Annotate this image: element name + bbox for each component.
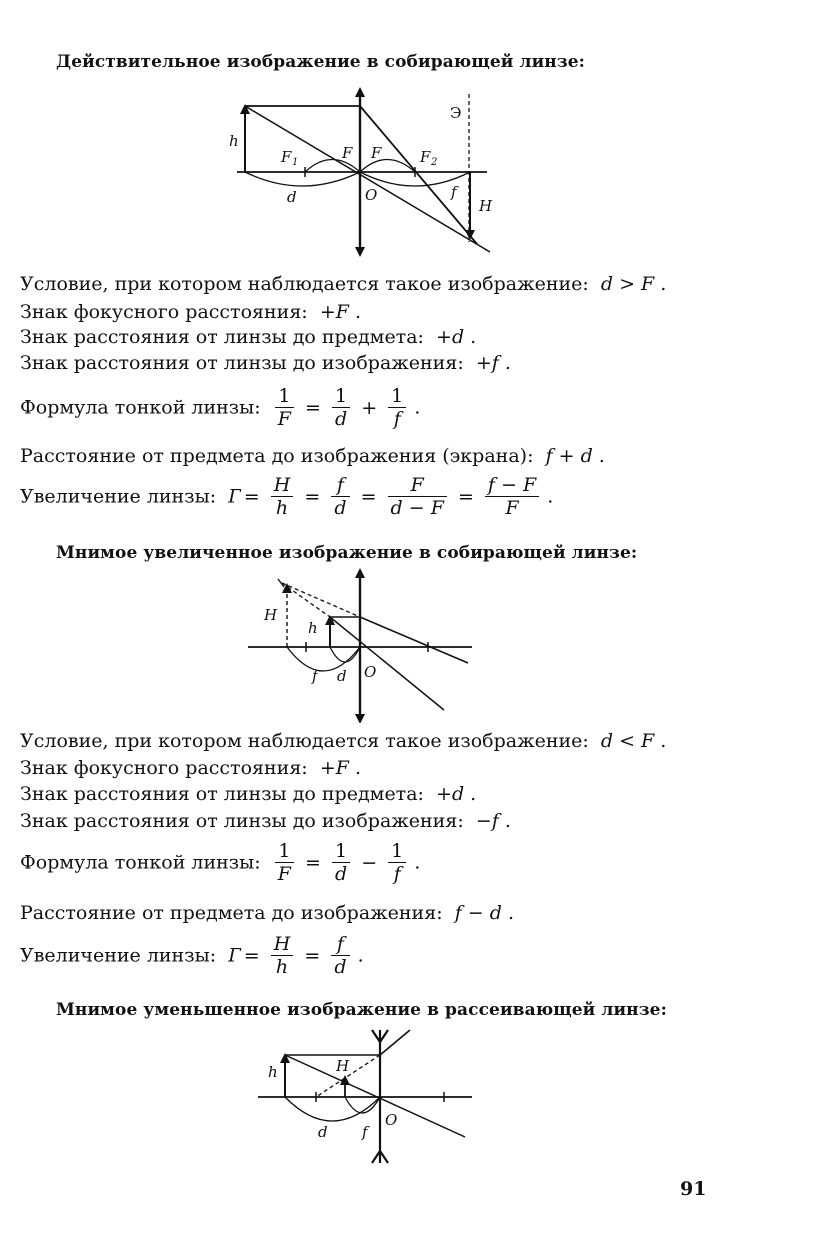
s2-condition: Условие, при котором наблюдается такое изображение: d < F .: [20, 730, 667, 752]
real-image-converging-lens-diagram: [225, 82, 500, 260]
s2-distance: Расстояние от предмета до изображения: f − d .: [20, 902, 514, 924]
label-H: H: [336, 1057, 350, 1075]
s2-lens-formula: Формула тонкой линзы: $\frac{1}{F}$ = $\frac{1}{d}$ − $\frac{1}{f}$ .: [20, 840, 421, 885]
s1-image-sign: Знак расстояния от линзы до изображения: +f .: [20, 352, 511, 374]
label-H: H: [479, 197, 493, 215]
label-d: d: [337, 667, 347, 685]
s2-image-sign: Знак расстояния от линзы до изображения: −f .: [20, 810, 511, 832]
s1-lens-formula: Формула тонкой линзы: $\frac{1}{F}$ = $\frac{1}{d}$ + $\frac{1}{f}$ .: [20, 385, 421, 430]
s2-focal-sign: Знак фокусного расстояния: +F .: [20, 757, 361, 779]
label-h: h: [229, 132, 239, 150]
s2-object-sign: Знак расстояния от линзы до предмета: +d .: [20, 783, 477, 805]
label-O: O: [365, 186, 378, 204]
label-f: f: [362, 1123, 368, 1141]
label-F2: F: [420, 148, 431, 166]
label-O: O: [385, 1111, 398, 1129]
s1-condition: Условие, при котором наблюдается такое изображение: d > F .: [20, 273, 667, 295]
label-d: d: [318, 1123, 328, 1141]
label-h: h: [308, 619, 318, 637]
s1-focal-sign: Знак фокусного расстояния: +F .: [20, 301, 361, 323]
label-f: f: [451, 183, 457, 201]
virtual-magnified-converging-lens-diagram: [240, 565, 480, 723]
svg-text:1: 1: [292, 157, 299, 168]
label-d: d: [287, 188, 297, 206]
svg-text:2: 2: [431, 157, 438, 168]
s2-magnification: Увеличение линзы: Г = $\frac{H}{h}$ = $\frac{f}{d}$ .: [20, 933, 364, 978]
section2-heading: Мнимое увеличенное изображение в собирающей линзе:: [56, 543, 638, 563]
label-O: O: [364, 663, 377, 681]
section1-heading: Действительное изображение в собирающей линзе:: [56, 52, 586, 72]
page-number: 91: [680, 1178, 707, 1200]
label-F-right: F: [371, 144, 382, 162]
s1-magnification: Увеличение линзы: Г = $\frac{H}{h}$ = $\frac{f}{d}$ = $\frac{F}{d - F}$ = $\frac{f - F}{F}$ .: [20, 474, 554, 519]
label-H: H: [264, 606, 278, 624]
label-screen: Э: [450, 104, 462, 122]
label-h: h: [268, 1063, 278, 1081]
section3-heading: Мнимое уменьшенное изображение в рассеивающей линзе:: [56, 1000, 667, 1020]
s1-object-sign: Знак расстояния от линзы до предмета: +d .: [20, 326, 477, 348]
label-f: f: [312, 667, 318, 685]
label-F1: F: [281, 148, 292, 166]
s1-distance: Расстояние от предмета до изображения (экрана): f + d .: [20, 445, 605, 467]
label-F-left: F: [342, 144, 353, 162]
virtual-diminished-diverging-lens-diagram: [250, 1025, 480, 1167]
